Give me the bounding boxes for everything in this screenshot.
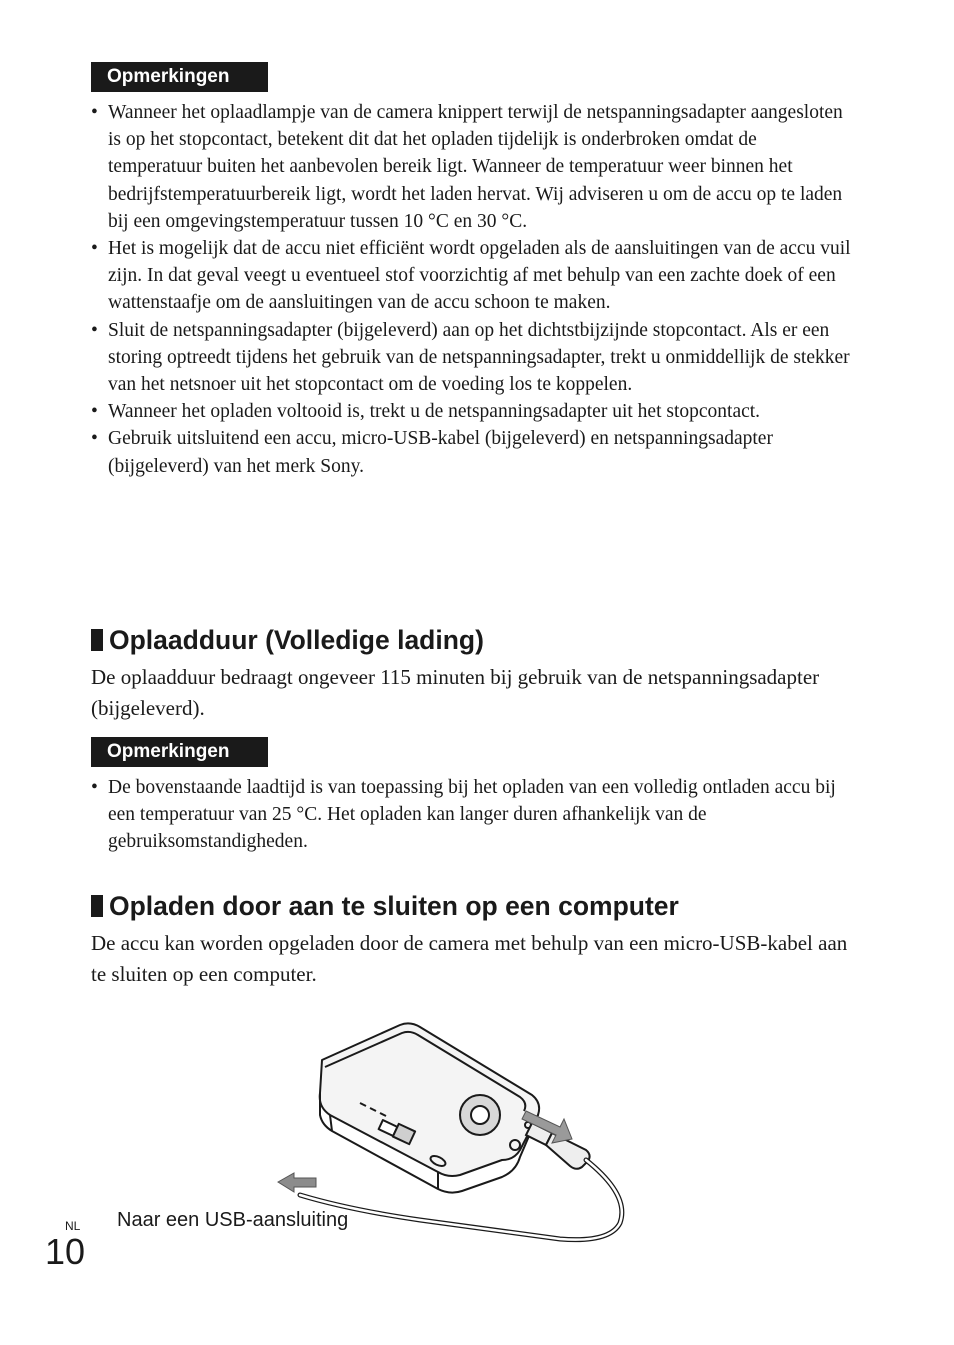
list-item: • Gebruik uitsluitend een accu, micro-USB-kabel (bijgeleverd) en netspanningsadapter (bijgeleverd) van het merk Sony.: [91, 425, 851, 479]
section-heading-charge-time: [91, 624, 484, 656]
list-item: • Sluit de netspanningsadapter (bijgeleverd) aan op het dichtstbijzijnde stopcontact. Als er een storing optreedt tijdens het gebruik van de netspanningsadapter, trekt u onmiddellijk de stekker van het netsnoer uit het stopcontact om de voeding los te koppelen.: [91, 317, 851, 399]
page-language: NL: [65, 1219, 81, 1233]
heading-marker-icon: [91, 895, 103, 917]
heading-text: Opladen door aan te sluiten op een computer: [109, 891, 679, 921]
paragraph: De oplaadduur bedraagt ongeveer 115 minuten bij gebruik van de netspanningsadapter (bijgeleverd).: [91, 665, 820, 720]
list-item: • Wanneer het oplaadlampje van de camera knippert terwijl de netspanningsadapter aangesloten is op het stopcontact, betekent dit dat het opladen tijdelijk is onderbroken omdat de temperatuur buiten het aanbevolen bereik ligt. Wanneer de temperatuur weer binnen het bedrijfstemperatuurbereik ligt, wordt het laden hervat. Wij adviseren u om de accu op te laden bij een omgevingstemperatuur tussen 10 °C en 30 °C.: [91, 99, 851, 235]
list-item: • Het is mogelijk dat de accu niet efficiënt wordt opgeladen als de aansluitingen van de accu vuil zijn. In dat geval veegt u eventueel stof voorzichtig af met behulp van een zachte doek of een wattenstaafje om de aansluitingen van de accu schoon te maken.: [91, 235, 851, 317]
heading-marker-icon: [91, 629, 103, 651]
heading-text: Oplaadduur (Volledige lading): [109, 625, 484, 655]
page-number: 10: [45, 1231, 86, 1272]
paragraph: De accu kan worden opgeladen door de camera met behulp van een micro-USB-kabel aan te sluiten op een computer.: [91, 931, 848, 986]
camera-icon: [320, 1023, 539, 1192]
to-usb-arrow-icon: [278, 1173, 316, 1192]
notes-label: Opmerkingen: [91, 737, 268, 767]
section-heading-computer: [91, 890, 679, 922]
notes-label: Opmerkingen: [91, 62, 268, 92]
notes-list: [91, 99, 851, 480]
notes-list: [91, 774, 851, 856]
list-item: • De bovenstaande laadtijd is van toepassing bij het opladen van een volledig ontladen accu bij een temperatuur van 25 °C. Het opladen kan langer duren afhankelijk van de gebruiksomstandigheden.: [91, 774, 851, 856]
list-item: • Wanneer het opladen voltooid is, trekt u de netspanningsadapter uit het stopcontact.: [91, 398, 851, 425]
illustration-caption: Naar een USB-aansluiting: [117, 1209, 349, 1231]
